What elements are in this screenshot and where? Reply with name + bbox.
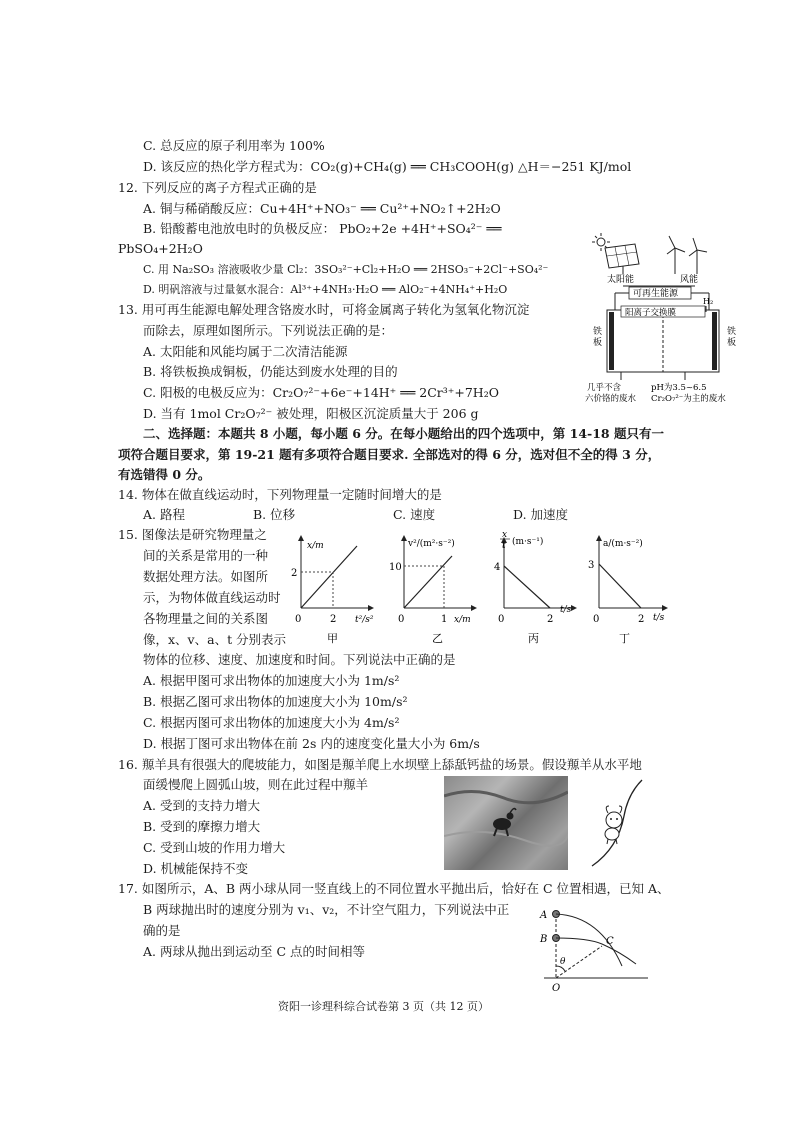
q15-stem-1: 15. 图像法是研究物理量之 — [118, 527, 267, 542]
goat-dam-photo — [444, 776, 568, 870]
left-iron-plate — [609, 312, 614, 370]
right-bottom-label-2: Cr₂O₇²⁻为主的废水 — [651, 394, 726, 404]
trajectory-b — [556, 938, 636, 964]
q13-option-c: C. 阳极的电极反应为：Cr₂O₇²⁻+6e⁻+14H⁺ ══ 2Cr³⁺+7H₂O — [143, 385, 499, 400]
q17-stem-2: B 两球抛出时的速度分别为 v₁、v₂，不计空气阻力，下列说法中正 — [143, 902, 510, 917]
q15-option-b: B. 根据乙图可求出物体的加速度大小为 10m/s² — [143, 694, 408, 709]
wind-turbine-icon — [667, 236, 707, 274]
q15-stem-2: 间的关系是常用的一种 — [143, 548, 269, 563]
graph-ding-ytick: 3 — [588, 560, 595, 571]
section2-line3: 有选错得 0 分。 — [118, 467, 211, 482]
q17-stem-1: 17. 如图所示，A、B 两小球从同一竖直线上的不同位置水平抛出后，恰好在 C 位置相遇，已知 A、 — [118, 881, 670, 896]
q16-option-c: C. 受到山坡的作用力增大 — [143, 840, 286, 855]
graph-bing-ylabel-den: t — [502, 541, 506, 551]
q13-electrolysis-figure — [585, 230, 745, 410]
q12-option-d: D. 明矾溶液与过量氨水混合：Al³⁺+4NH₃·H₂O ══ AlO₂⁻+4NH₄⁺+H₂O — [143, 283, 508, 296]
cartoon-goat-icon — [605, 806, 622, 844]
q15-option-d: D. 根据丁图可求出物体在前 2s 内的速度变化量大小为 6m/s — [143, 736, 480, 751]
graph-bing-name: 丙 — [528, 632, 539, 645]
graph-bing-origin: 0 — [498, 614, 505, 625]
q17-stem-3: 确的是 — [143, 923, 181, 938]
q12-option-b-cont: PbSO₄+2H₂O — [118, 241, 203, 256]
graph-bing-xlabel: t/s — [560, 605, 572, 615]
label-b: B — [540, 934, 548, 945]
graph-ding-xtick: 2 — [638, 614, 645, 625]
left-bottom-label-2: 六价铬的废水 — [585, 394, 637, 404]
graph-jia-name: 甲 — [327, 632, 338, 645]
wind-label: 风能 — [680, 275, 699, 285]
graph-jia-line — [301, 546, 357, 608]
label-o: O — [552, 983, 561, 994]
graph-yi-ytick: 10 — [389, 562, 402, 573]
graph-jia-origin: 0 — [295, 614, 302, 625]
q14-option-a: A. 路程 — [143, 507, 185, 522]
q17-option-a: A. 两球从抛出到运动至 C 点的时间相等 — [143, 944, 365, 959]
page-footer: 资阳一诊理科综合试卷第 3 页（共 12 页） — [278, 1000, 489, 1013]
solar-label: 太阳能 — [607, 275, 635, 285]
left-bottom-label-1: 几乎不含 — [587, 383, 622, 393]
graph-yi-xtick: 1 — [441, 614, 448, 625]
q12-stem: 12. 下列反应的离子方程式正确的是 — [118, 180, 317, 195]
q16-stem-2: 面缓慢爬上圆弧山坡，则在此过程中羱羊 — [143, 777, 369, 792]
graph-jia — [285, 532, 385, 650]
q13-option-a: A. 太阳能和风能均属于二次清洁能源 — [143, 344, 348, 359]
label-a: A — [540, 910, 548, 921]
q14-option-d: D. 加速度 — [513, 507, 569, 522]
graph-jia-xlabel: t²/s² — [355, 615, 374, 625]
graph-ding — [585, 532, 685, 650]
graph-jia-xtick: 2 — [330, 614, 337, 625]
graph-jia-ylabel: x/m — [307, 541, 324, 551]
q15-stem-5: 各物理量之间的关系图 — [143, 611, 269, 626]
left-plate-label: 铁板 — [593, 327, 603, 348]
q14-stem: 14. 物体在做直线运动时，下列物理量一定随时间增大的是 — [118, 487, 442, 502]
graph-yi-line — [404, 556, 452, 608]
graph-bing — [488, 528, 588, 650]
label-theta: θ — [560, 957, 566, 967]
goat-silhouette — [493, 809, 516, 836]
renewable-label: 可再生能源 — [633, 289, 679, 299]
q16-option-a: A. 受到的支持力增大 — [143, 798, 260, 813]
q13-option-b: B. 将铁板换成铜板，仍能达到废水处理的目的 — [143, 364, 398, 379]
graph-ding-xlabel: t/s — [653, 613, 665, 623]
graph-bing-ylabel-num: x — [502, 530, 508, 540]
right-plate-label: 铁板 — [727, 327, 737, 348]
right-bottom-label-1: pH为3.5~6.5 — [651, 383, 707, 393]
graph-ding-name: 丁 — [619, 632, 630, 645]
graph-jia-ytick: 2 — [291, 568, 298, 579]
q12-option-b: B. 铅酸蓄电池放电时的负极反应： PbO₂+2e +4H⁺+SO₄²⁻ ══ — [143, 221, 502, 236]
graph-bing-ylabel-unit: (m·s⁻¹) — [512, 537, 544, 547]
graph-bing-line — [504, 566, 550, 608]
q12-option-c: C. 用 Na₂SO₃ 溶液吸收少量 Cl₂：3SO₃²⁻+Cl₂+H₂O ══ 2HSO₃⁻+2Cl⁻+SO₄²⁻ — [143, 263, 549, 276]
graph-ding-origin: 0 — [593, 614, 600, 625]
q16-option-d: D. 机械能保持不变 — [143, 861, 249, 876]
q13-stem: 13. 用可再生能源电解处理含铬废水时，可将金属离子转化为氢氧化物沉淀 — [118, 302, 530, 317]
graph-ding-ylabel: a/(m·s⁻²) — [603, 539, 643, 549]
q17-projectile-figure — [536, 904, 656, 994]
q14-option-b: B. 位移 — [253, 507, 296, 522]
goat-arc-figure — [584, 776, 644, 870]
graph-yi — [388, 532, 488, 650]
graph-bing-ytick: 4 — [494, 562, 501, 573]
right-iron-plate — [712, 312, 717, 370]
q11-option-d: D. 该反应的热化学方程式为：CO₂(g)+CH₄(g) ══ CH₃COOH(g) △H＝−251 KJ/mol — [143, 159, 632, 174]
section2-line2: 项符合题目要求，第 19-21 题有多项符合题目要求. 全部选对的得 6 分，选对但不全的得 3 分， — [118, 447, 661, 462]
graph-yi-xlabel: x/m — [454, 615, 471, 625]
q13-stem-cont: 而除去，原理如图所示。下列说法正确的是： — [143, 323, 394, 338]
solar-panel-icon — [605, 244, 639, 274]
q15-option-a: A. 根据甲图可求出物体的加速度大小为 1m/s² — [143, 673, 400, 688]
q15-option-c: C. 根据丙图可求出物体的加速度大小为 4m/s² — [143, 715, 400, 730]
q13-option-d: D. 当有 1mol Cr₂O₇²⁻ 被处理，阳极区沉淀质量大于 206 g — [143, 406, 479, 421]
q16-option-b: B. 受到的摩擦力增大 — [143, 819, 261, 834]
q12-option-a: A. 铜与稀硝酸反应：Cu+4H⁺+NO₃⁻ ══ Cu²⁺+NO₂↑+2H₂O — [143, 201, 501, 216]
graph-yi-origin: 0 — [398, 614, 405, 625]
q15-stem-6: 像，x、v、a、t 分别表示 — [143, 632, 287, 647]
section2-line1: 二、选择题：本题共 8 小题，每小题 6 分。在每小题给出的四个选项中，第 14-18 题只有一 — [143, 426, 664, 441]
graph-ding-line — [599, 564, 641, 608]
q15-stem-7: 物体的位移、速度、加速度和时间。下列说法中正确的是 — [143, 652, 456, 667]
graph-yi-name: 乙 — [432, 632, 443, 645]
h2-label: H₂ — [703, 297, 714, 306]
q11-option-c: C. 总反应的原子利用率为 100% — [143, 138, 325, 153]
q14-option-c: C. 速度 — [393, 507, 436, 522]
membrane-label: 阳离子交换膜 — [625, 308, 677, 318]
graph-bing-xtick: 2 — [547, 614, 554, 625]
q15-stem-4: 示，为物体做直线运动时 — [143, 590, 281, 605]
label-c: C — [606, 936, 614, 947]
q15-stem-3: 数据处理方法。如图所 — [143, 569, 269, 584]
graph-yi-ylabel: v²/(m²·s⁻²) — [408, 539, 455, 549]
q16-stem-1: 16. 羱羊具有很强大的爬坡能力，如图是羱羊爬上水坝壁上舔舐钙盐的场景。假设羱羊从水平地 — [118, 757, 642, 772]
